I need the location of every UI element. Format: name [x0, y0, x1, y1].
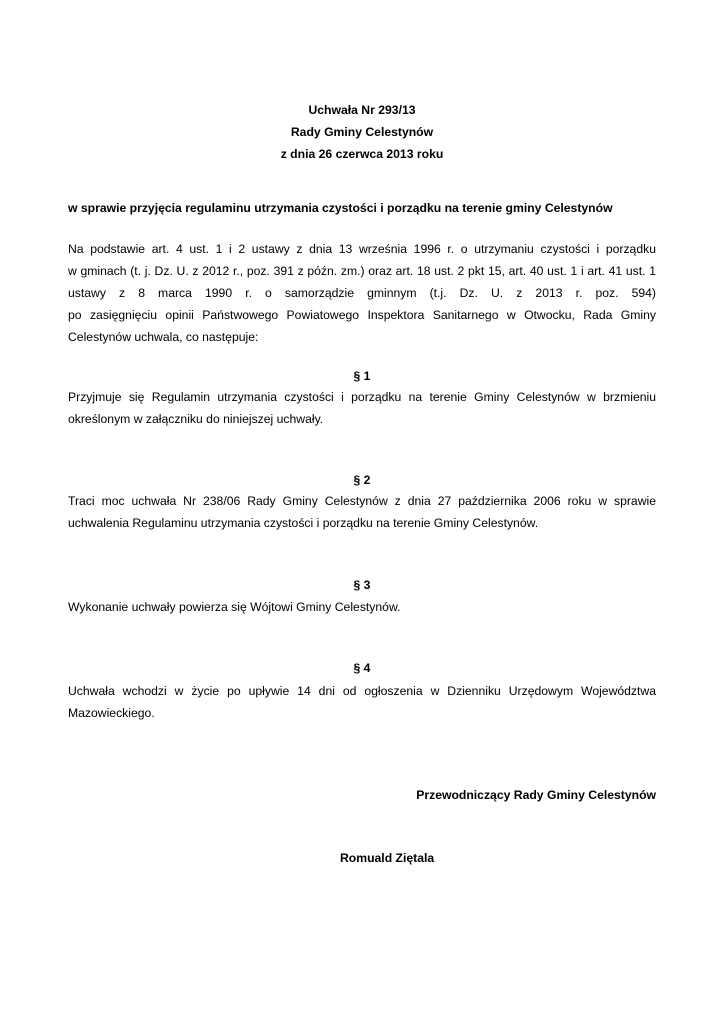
resolution-number: Uchwała Nr 293/13 — [308, 103, 416, 117]
section-line: Wykonanie uchwały powierza się Wójtowi Gminy Celestynów. — [68, 600, 401, 614]
council-name: Rady Gminy Celestynów — [290, 125, 434, 139]
section-line: określonym w załączniku do niniejszej uchwały. — [68, 412, 324, 426]
resolution-subject: w sprawie przyjęcia regulaminu utrzymania czystości i porządku na terenie gminy Celestynów — [68, 201, 613, 215]
section-line: Przyjmuje się Regulamin utrzymania czystości i porządku na terenie Gminy Celestynów w brzmieniu — [68, 390, 656, 404]
preamble-line: ustawy z 8 marca 1990 r. o samorządzie gminnym (t.j. Dz. U. z 2013 r. poz. 594) — [68, 286, 656, 300]
resolution-date: z dnia 26 czerwca 2013 roku — [280, 147, 444, 161]
section-line: Uchwała wchodzi w życie po upływie 14 dni od ogłoszenia w Dzienniku Urzędowym Województwa — [68, 684, 656, 698]
section-line: Traci moc uchwała Nr 238/06 Rady Gminy Celestynów z dnia 27 października 2006 roku w sprawie — [68, 494, 656, 508]
section-line: uchwalenia Regulaminu utrzymania czystości i porządku na terenie Gminy Celestynów. — [68, 516, 539, 530]
signature-name: Romuald Ziętala — [340, 851, 435, 865]
signature-title: Przewodniczący Rady Gminy Celestynów — [416, 788, 656, 802]
preamble-line: w gminach (t. j. Dz. U. z 2012 r., poz. 391 z późn. zm.) oraz art. 18 ust. 2 pkt 15, art. 40 ust. 1 i art. 41 ust. 1 — [68, 264, 656, 278]
preamble-line: Celestynów uchwala, co następuje: — [68, 330, 259, 344]
preamble-line: Na podstawie art. 4 ust. 1 i 2 ustawy z dnia 13 września 1996 r. o utrzymaniu czystości i porządku — [68, 242, 656, 256]
section-heading: § 1 — [353, 369, 371, 383]
section-heading: § 4 — [353, 661, 371, 675]
preamble-line: po zasięgnięciu opinii Państwowego Powiatowego Inspektora Sanitarnego w Otwocku, Rada Gminy — [68, 308, 656, 322]
section-heading: § 2 — [353, 473, 371, 487]
section-line: Mazowieckiego. — [68, 706, 155, 720]
section-heading: § 3 — [353, 578, 371, 592]
